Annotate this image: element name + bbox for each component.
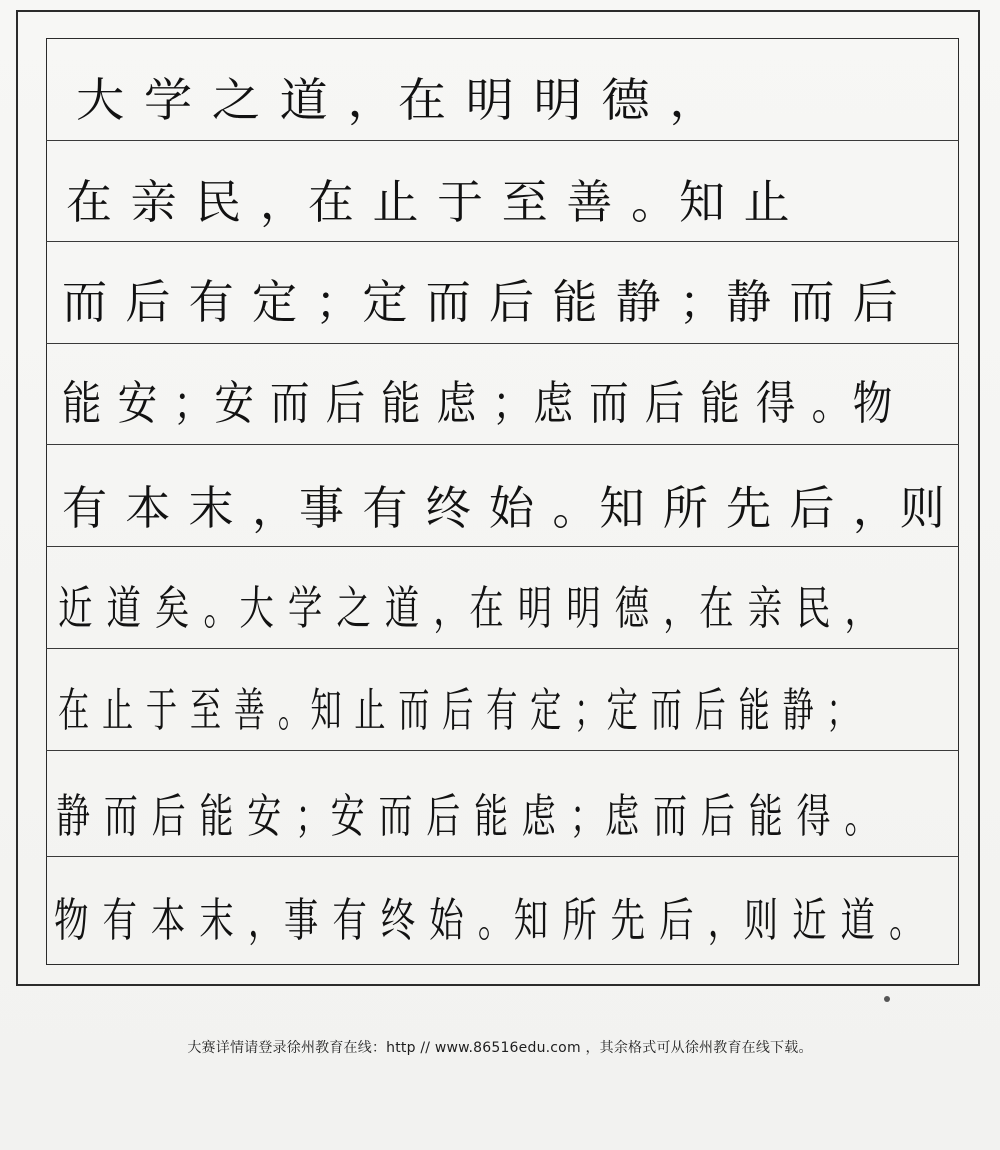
row-rule (46, 648, 959, 649)
row-rule (46, 546, 959, 547)
row-rule (46, 343, 959, 344)
row-rule (46, 241, 959, 242)
row-rule (46, 750, 959, 751)
handwriting-line-2: 在 亲 民 ，在 止 于 至 善 。知 止 (66, 175, 792, 229)
handwriting-line-8: 静 而 后 能 安 ；安 而 后 能 虑 ；虑 而 后 能 得 。 (56, 789, 880, 843)
row-rule (46, 140, 959, 141)
handwriting-line-5: 有 本 末 ，事 有 终 始 。知 所 先 后 ，则 (62, 481, 947, 535)
row-rule (46, 856, 959, 857)
handwriting-line-6: 近 道 矣 。大 学 之 道 ，在 明 明 德 ，在 亲 民 ， (58, 581, 881, 635)
handwriting-line-7: 在 止 于 至 善 。知 止 而 后 有 定 ；定 而 后 能 静 ； (58, 683, 860, 737)
handwriting-line-4: 能 安 ；安 而 后 能 虑 ；虑 而 后 能 得 。物 (62, 376, 895, 430)
handwriting-line-9: 物 有 本 末 ，事 有 终 始 。知 所 先 后 ，则 近 道 。 (54, 893, 926, 947)
row-rule (46, 444, 959, 445)
handwriting-line-1: 大 学 之 道 ，在 明 明 德 ， (76, 73, 720, 127)
paper-speck (884, 996, 890, 1002)
footer-note: 大赛详情请登录徐州教育在线：http // www.86516edu.com ，其余格式可从徐州教育在线下载。 (187, 1040, 813, 1056)
handwriting-line-3: 而 后 有 定 ；定 而 后 能 静 ；静 而 后 (62, 275, 900, 329)
